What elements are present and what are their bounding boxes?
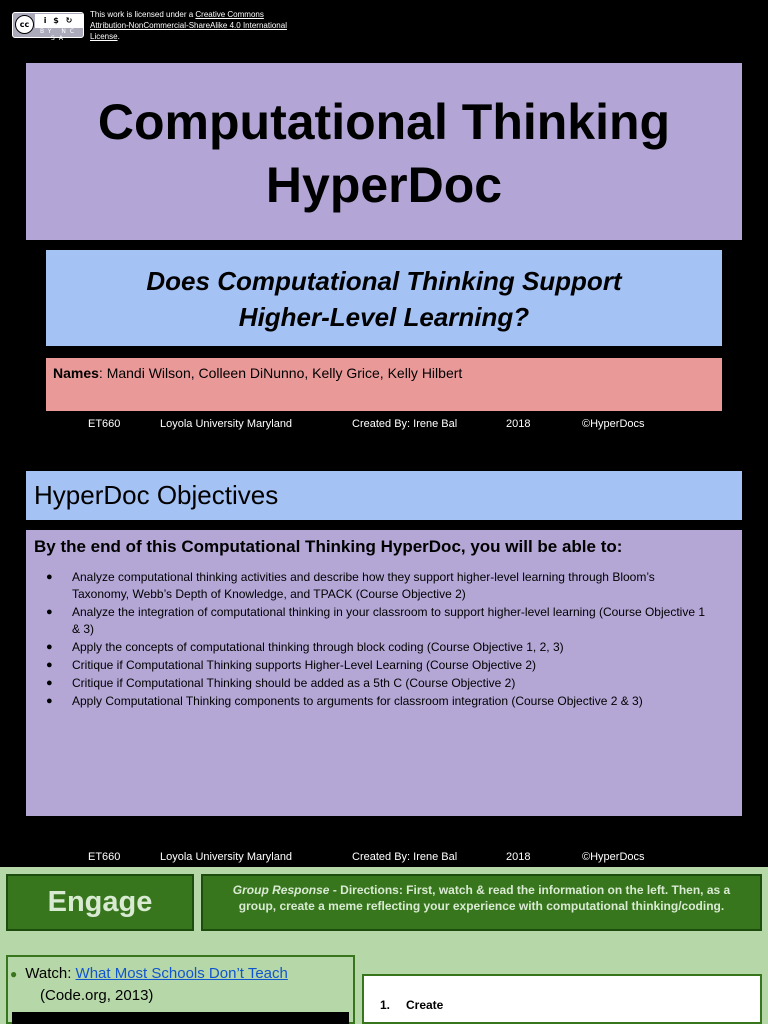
names-box <box>46 358 722 411</box>
step-number: 1. <box>380 998 391 1012</box>
question-line-2: Higher-Level Learning? <box>238 302 530 332</box>
footer-university: Loyola University Maryland <box>160 418 293 430</box>
license-prefix: This work is licensed under a <box>90 10 196 19</box>
objectives-box <box>26 530 742 816</box>
license-glyphs: i $ ↻ <box>35 14 83 28</box>
watch-video-link[interactable]: What Most Schools Don’t Teach <box>75 965 288 982</box>
bullet-icon: ● <box>46 695 53 707</box>
footer-university: Loyola University Maryland <box>160 851 293 863</box>
watch-item <box>10 963 347 985</box>
watch-prefix: Watch: <box>25 965 76 982</box>
objectives-intro: By the end of this Computational Thinking HyperDoc, you will be able to: <box>34 537 623 556</box>
create-step-card <box>362 974 762 1024</box>
footer-copyright: ©HyperDocs <box>582 418 645 430</box>
names-value: : Mandi Wilson, Colleen DiNunno, Kelly Grice, Kelly Hilbert <box>98 365 463 381</box>
footer-created-by: Created By: Irene Bal <box>352 851 458 863</box>
footer-course: ET660 <box>88 851 121 863</box>
list-item: ● Analyze computational thinking activities and describe how they support higher-level learning through Bloom’s Taxonomy, Webb’s Depth of Knowledge, and TPACK (Course Objective 2) <box>46 570 655 601</box>
license-notice <box>90 9 290 42</box>
license-suffix: . <box>117 32 120 41</box>
bullet-icon: ● <box>10 967 18 981</box>
driving-question-box <box>46 250 722 346</box>
footer-course: ET660 <box>88 418 121 430</box>
footer-bottom <box>0 851 768 867</box>
bullet-icon: ● <box>46 571 53 583</box>
list-item: ● Apply the concepts of computational thinking through block coding (Course Objective 1, 2, 3) <box>46 640 564 654</box>
step-label: Create <box>406 998 444 1012</box>
footer-copyright: ©HyperDocs <box>582 851 645 863</box>
title-line-1: Computational Thinking <box>97 94 671 150</box>
bullet-icon: ● <box>46 641 53 653</box>
watch-source: (Code.org, 2013) <box>40 987 154 1004</box>
engage-label: Engage <box>6 874 194 931</box>
objectives-list <box>34 569 742 710</box>
page-title <box>26 63 742 217</box>
license-badge-sub: BY NC SA <box>39 28 79 42</box>
directions-title: Group Response <box>232 883 330 897</box>
footer-created-by: Created By: Irene Bal <box>352 418 458 430</box>
license-link[interactable]: Creative Commons Attribution-NonCommercial-ShareAlike 4.0 International License <box>90 10 287 41</box>
cc-license-badge[interactable] <box>12 12 84 42</box>
title-box <box>26 63 742 240</box>
footer-year: 2018 <box>506 851 531 863</box>
objectives-heading: HyperDoc Objectives <box>26 471 742 520</box>
footer-top <box>0 418 768 434</box>
bullet-icon: ● <box>46 606 53 618</box>
footer-year: 2018 <box>506 418 531 430</box>
bullet-icon: ● <box>46 659 53 671</box>
list-item: ● Analyze the integration of computational thinking in your classroom to support higher-level learning (Course Objective 1 & 3) <box>46 605 706 636</box>
list-item: ● Critique if Computational Thinking should be added as a 5th C (Course Objective 2) <box>46 676 516 690</box>
cc-icon: cc <box>15 15 34 34</box>
title-line-2: HyperDoc <box>265 157 503 213</box>
question-line-1: Does Computational Thinking Support <box>146 266 622 296</box>
directions-text: - Directions: First, watch & read the information on the left. Then, as a group, create a meme reflecting your experience with computational thinking/coding. <box>238 883 731 913</box>
video-thumbnail[interactable] <box>12 1012 349 1024</box>
driving-question <box>46 250 722 335</box>
list-item: ● Apply Computational Thinking components to arguments for classroom integration (Course Objective 2 & 3) <box>46 694 643 708</box>
group-response-directions <box>201 874 762 931</box>
list-item: ● Critique if Computational Thinking supports Higher-Level Learning (Course Objective 2) <box>46 658 537 672</box>
bullet-icon: ● <box>46 677 53 689</box>
names-label: Names <box>53 365 99 381</box>
